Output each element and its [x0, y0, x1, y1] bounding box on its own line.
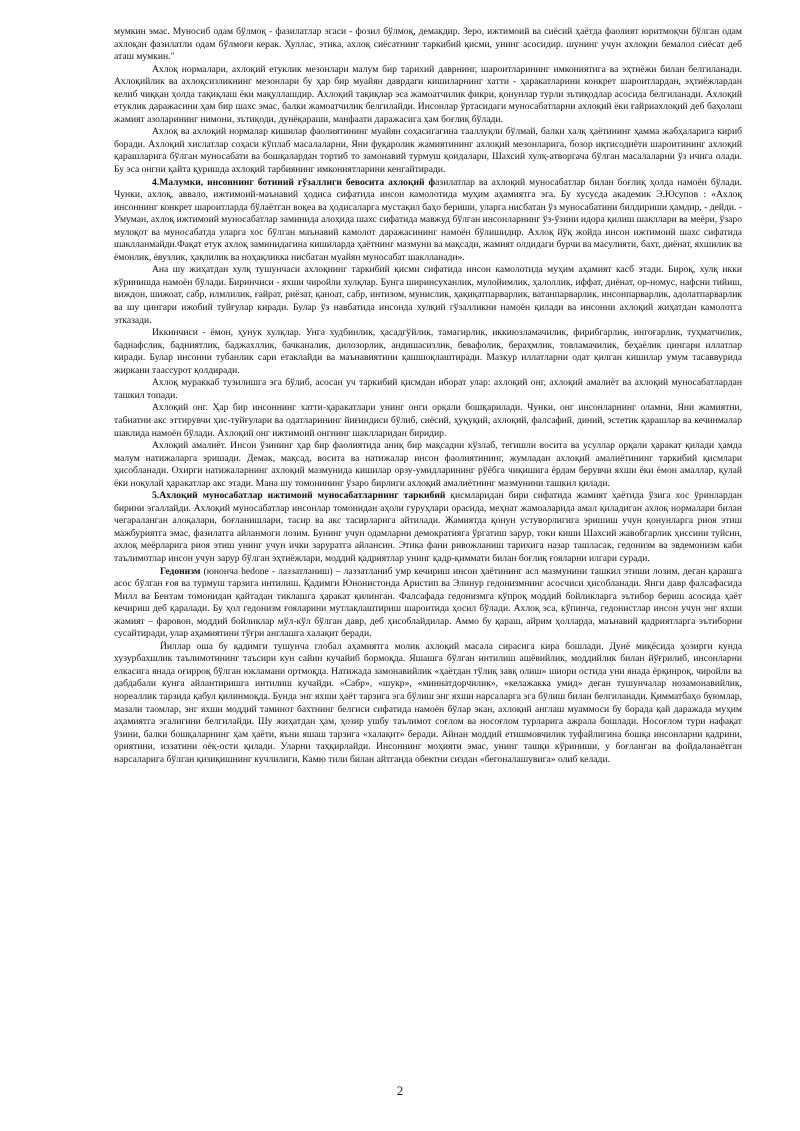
document-page — [114, 26, 742, 766]
paragraph-7 — [114, 377, 742, 402]
paragraph-1 — [114, 26, 742, 64]
paragraph-9 — [114, 440, 742, 490]
paragraph-9-text: Ахлоқий амалиёт. Инсон ўзининг ҳар бир фаолиятида аниқ бир мақсадни кўзлаб, тегишли восита ва усуллар орқали ҳаракат қилади ҳамда малум натижаларга эришади. Демак, мақсад, восита ва натижалар инсон фаолиятининг, жумладан ахлоқий амалиётининг таркибий қисмлари ҳисобланади. Охирги натижаларнинг ахлоқий мазмунида кишилар орзу-умидларининг рўёбга чиқишига ёрдам берувчи яхши ёки ёмон амаллар, қулай ёки ноқулай ҳаракатлар акс этади. Мана шу томонининг ўзаро бирлиги ахлоқий амалиётнинг мазмунини ташкил қилади. — [114, 440, 742, 489]
paragraph-6 — [114, 327, 742, 377]
paragraph-1-text: мумкин эмас. Муносиб одам бўлмоқ - фазилатлар эгаси - фозил бўлмоқ, демакдир. Зеро, ижтимоий ва сиёсий ҳаётда фаолият юритмоқчи бўлган одам ахлоқан фазилатли одам бўлмоғи керак. Хуллас, этика, ахлоқ сиёсатнинг таркибий қисми, унинг асосидир. шунинг учун ахлоқни бемалол сиёсат деб аташ мумкин." — [114, 26, 742, 63]
paragraph-12 — [114, 641, 742, 766]
paragraph-8 — [114, 402, 742, 440]
paragraph-11-text: (юнонча hedone - лаззатланиш) – лаззатланиб умр кечириш инсон ҳаётининг асл мазмунини ташкил этиши лозим, деган қарашга асос бўлган ғоя ва турмуш тарзига интилиш. Қадимги Юнонистонда Аристип ва Элинур гедонизмнинг асосчиси ҳисобланади. Янги давр фалсафасида Милл ва Бентам томонидан қайтадан тиклашга ҳаракат қилинган. Фалсафада гедонизмга кўпроқ моддий бойликларга эътибор бериш асосида ҳаёт кечириш деб қаралади. Бу ҳол гедонизм ғояларини мутлақлаштириш шароитида ҳосил бўлади. Ахлоқ эса, кўпинча, гедонистлар инсон учун энг яхши жамият – фаровон, моддий бойликлар мўл-кўл бўлган давр, деб ҳисоблайдилар. Аммо бу қараш, айрим ҳолларда, маънавий қадриятларга эътиборни сусайтиради, улар аҳамиятини тўғри англашга халақит беради. — [114, 565, 742, 640]
paragraph-7-text: Ахлоқ мураккаб тузилишга эга бўлиб, асосан уч таркибий қисмдан иборат улар: ахлоқий онг, ахлоқий амалиёт ва ахлоқий муносабатлардан ташкил топади. — [114, 377, 742, 401]
paragraph-5-text: Ана шу жиҳатдан хулқ тушунчаси ахлоқнинг таркибий қисми сифатида инсон камолотида муҳим аҳамият касб этади. Бироқ, хулқ икки кўринишда намоён бўлади. Биринчиси - яхши чиройли хулқлар. Бунга ширинсуханлик, мулойимлик, ҳалоллик, иффат, диёнат, ор-номус, нафсни тийиш, виждон, шижоат, сабр, илмлилик, ғайрат, риёзат, қаноат, сабр, интизом, мунислик, ҳақиқатпарварлик, ватанпарварлик, инсонпарварлик, адолатпарварлик ва шу цингари ижобий туйғулар киради. Булар ўз навбатида инсонда хулқий гўзалликни намоён қилади ва инсонни ахлоқий жиҳатдан камолотга этказади. — [114, 264, 742, 326]
paragraph-2 — [114, 64, 742, 127]
paragraph-5 — [114, 264, 742, 327]
hedonism-term: Гедонизм — [160, 565, 201, 577]
paragraph-10 — [114, 490, 742, 565]
paragraph-4-text: азилатлар ва ахлоқий муносабатлар билан боғлиқ ҳолда намоён бўлади. Чунки, ахлоқ, аввало, ижтимоий-маънавий ҳодиса сифатида инсон камолотида муҳим аҳамиятга эга. Бу хусусда академик Э.Юсупов : «Ахлоқ инсоннинг конкрет шароитларда бўлаётган воқеа ва ҳодисаларга мустақил баҳо бериши, уларга нисбатан ўз муносабатини билдириши ҳамдир, - дейди. - Умуман, ахлоқ ижтимоий муносабатлар заминида алоҳида шахс сифатида мавжуд бўлган инсонларнинг ўз-ўзини идора қилиш шакллари ва меёри, ўзаро мулоқот ва муносабатда уларга хос бўлган маънавий камолот даражасининг намоён бўлишидир. Ахлоқ йўқ жойда инсон ижтимоий шахс сифатида шаклланмайди.Фақат етук ахлоқ заминидагина кишиларда ҳаётнинг мазмуни ва мақсади, жамият олдидаги бурчи ва масулияти, бахт, диёнат, яхшилик ва ёмонлик, ёвузлик, ҳақлилик ва ноҳақликка нисбатан муайян муносабат шаклланади». — [114, 176, 742, 263]
paragraph-3 — [114, 126, 742, 176]
paragraph-6-text: Иккинчиси - ёмон, ҳунук хулқлар. Унга худбинлик, ҳасадгўйлик, тамагирлик, иккиюзламачилик, фирибгарлик, ингоғарлик, туҳматчилик, баднафслик, бадниятлик, баджахллик, бачканалик, дилозорлик, андишасизлик, бевафолик, бераҳмлик, товламачилик, беҳаёлик цингари иллатлар киради. Булар инсонни тубанлик сари етаклайди ва маънавиятини қашшоқлаштиради. Мазкур иллатларни одат қилган кишилар умум тасаввурида жиркани таассурот қолдиради. — [114, 327, 742, 376]
paragraph-10-text: қисмларидан бири сифатида жамият ҳаётида ўзига хос ўринлардан бирини эгаллайди. Ахлоқий муносабатлар инсонлар томонидан аҳоли гуруҳлари орасида, меҳнат жамоаларида амал қиладиган ахлоқ нормалари билан чегараланган алоқалари, боғланишлари, тасир ва акс тасирларига айтилади. Жамиятда қонун устуворлигига эришиш учун қонунларга риоя этиш мажбуриятга эмас, фазилатга айланмоги лозим. Бунинг учун одамларни демократияга ўргатиш зарур, токи киши Шахсий жавобгарлик ҳиссини туйсин, ахлоқ меёрларига риоя этиш унинг учун ички заруратга айлансин. Этика фани ривожланиш тарихига назар ташласак, гедонизм ва эвдемонизм каби таълимотлар инсон учун зарур бўлган эҳтиёжлари, моддий қадриятлар унинг қадр-қиммати билан боғлиқ ғояларни илгари суради. — [114, 490, 742, 564]
paragraph-12-text: Йиллар оша бу қадимги тушунча глобал аҳамиятга молик ахлоқий масала сирасига кира бошлади. Дунё миқёсида ҳозирги кунда хузурбахшлик таълимотининг таъсири кун сайин кучайиб бормоқда. Яшашга бўлган интилиш ашёвийлик, моддийлик билан йўғрилиб, инсонларни елкасига янада оғирроқ бўлган юкламани ортмоқда. Натижада замонавийлик «ҳаётдан тўлиқ завқ олиш» шиори остида уни янада ёрқинроқ, чиройли ва дабдабали кунга айлантиришга интилиш кучайди. «Сабр», «шукр», «миннатдорчилик», «келажакка умид» деган тушунчалар нозамонавийлик, нореаллик тарзида қабул қилинмоқда. Бунда энг яхши ҳаёт тарзига эга бўлиш энг яхши нарсаларга эга бўлиш билан белгиланади. Қимматбаҳо буюмлар, мазали таомлар, энг яхши моддий таминот бахтнинг белгиси сифатида намоён бўлар экан, ахлоқий англаш муаммоси бу борада қай даражада муҳим аҳамиятга эгалигини белгилайди. Шу жиҳатдан ҳам, ҳозир ушбу таълимот соғлом ва носоғлом турларига ажрала бошлади. Носоғлом тури нафақат ўзини, балки бошқаларнинг ҳам ҳаёти, яъни яшаш тарзига «халақит» беради. Айнан моддий етишмовчилик туфайлигина бошқа инсонларни қадрини, ориятини, иззатини оёқ-ости қилади. Уларни таҳқирлайди. Инсоннинг моҳияти эмас, унинг ташқи кўриниши, у боғланган ва фойдаланаётган нарсаларига бўлган қизиқишнинг кучлилиги, Камю тили билан айтганда обектни сиздан «бегоналашувига» олиб келади. — [114, 640, 742, 765]
paragraph-4 — [114, 177, 742, 265]
page-number: 2 — [396, 1083, 404, 1098]
paragraph-2-text: Ахлоқ нормалари, ахлоқий етуклик мезонлари малум бир тарихий даврнинг, шароитларининг имкониятига ва эҳтиёжи билан белгиланади. Ахлоқийлик ва ахлоқсизликнинг мезонлари бу ҳар бир муайян даврдаги кишиларнинг хатти - ҳаракатларини конкрет шароитлардан, эҳтиёжлардан келиб чиққан ҳолда тақиқлаш ёки мақуллашдир. Ахлоқий тақиқлар эса жамоатчилик фикри, қонунлар турли зътиқодлар асосида белгиланади. Ахлоқий етуклик даражасини ҳам бир шахс эмас, балки жамоатчилик белгилайди. Инсонлар ўртасидаги муносабатларни ахлоқий ёки ғайриахлоқий деб баҳолаш жамият азоларининг нимони, зътиқоди, дунёқараши, манфаати даражасига ҳам боғлиқ бўлади. — [114, 63, 742, 125]
paragraph-3-text: Ахлоқ ва ахлоқий нормалар кишилар фаолиятининг муайян соҳасигагина тааллуқли бўлмай, балки халқ ҳаётининг ҳамма жабҳаларига кириб боради. Ахлоқий хислатлар соҳаси кўплаб масалаларни, Яни фуқаролик жамиятининг ахлоқий мезонларига, бозор иқтисодиёти шароитининг ахлоқий қарашларига бўлган муносабати ва бошқалардан тортиб то замонавий турмуш қоидалари, Шахсий хулқ-атворгача бўлган масалаларни ўз ичига олади. Бу эса онгни қайта қуришда ахлоқий тарбиянинг имкониятларини кенгайтиради. — [114, 126, 742, 176]
paragraph-11 — [114, 566, 742, 641]
paragraph-8-text: Ахлоқий онг. Ҳар бир инсоннинг хатти-ҳаракатлари унинг онги орқали бошқарилади. Чунки, онг инсонларнинг оламни, Яни жамиятни, табиатни акс эттирувчи ҳис-туйғулари ва одатларининг йиғиндиси бўлиб, сиёсий, ҳуқуқий, ахлоқий, фалсафий, диний, эстетик қарашлар ва кечинмалар шаклида намоён бўлади. Ахлоқий онг ижтимоий онгнинг шаклларидан биридир. — [114, 402, 742, 439]
section-4-heading: 4.Малумки, инсоннинг ботиний гўзаллиги бевосита ахлоқий ф — [152, 176, 436, 188]
section-5-heading: 5.Ахлоқий муносабатлар ижтимоий муносабатларнинг таркибий — [152, 490, 446, 502]
